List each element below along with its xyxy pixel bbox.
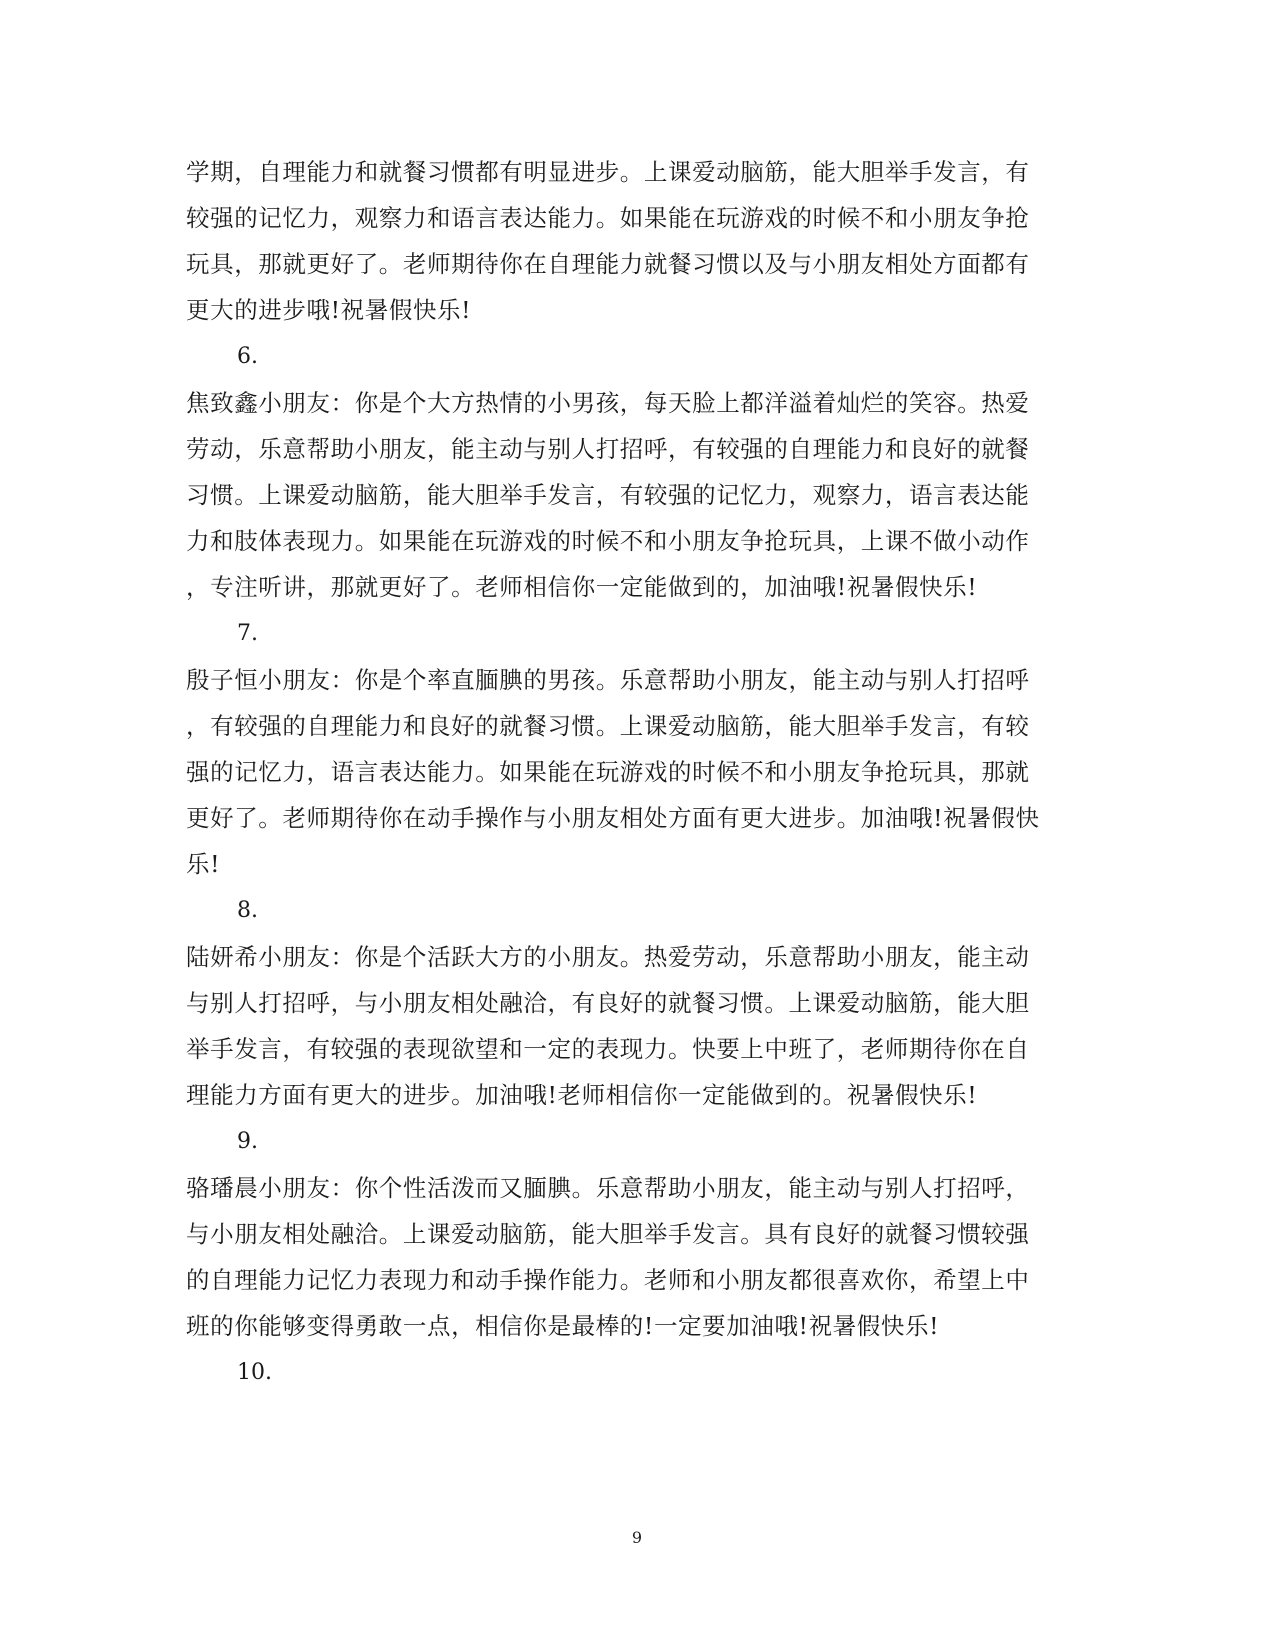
paragraph-line: 更好了。老师期待你在动手操作与小朋友相处方面有更大进步。加油哦!祝暑假快 <box>186 804 1040 832</box>
paragraph-line: 劳动，乐意帮助小朋友，能主动与别人打招呼，有较强的自理能力和良好的就餐 <box>186 435 1030 463</box>
paragraph-line: 焦致鑫小朋友：你是个大方热情的小男孩，每天脸上都洋溢着灿烂的笑容。热爱 <box>186 389 1030 417</box>
paragraph-line: 玩具，那就更好了。老师期待你在自理能力就餐习惯以及与小朋友相处方面都有 <box>186 250 1030 278</box>
paragraph-line: ，有较强的自理能力和良好的就餐习惯。上课爱动脑筋，能大胆举手发言，有较 <box>186 712 1030 740</box>
item-number: 9. <box>237 1129 258 1154</box>
paragraph-line: 与小朋友相处融洽。上课爱动脑筋，能大胆举手发言。具有良好的就餐习惯较强 <box>186 1220 1030 1248</box>
paragraph-line: ，专注听讲，那就更好了。老师相信你一定能做到的，加油哦!祝暑假快乐! <box>186 573 978 601</box>
paragraph-line: 班的你能够变得勇敢一点，相信你是最棒的!一定要加油哦!祝暑假快乐! <box>186 1312 940 1340</box>
paragraph-line: 强的记忆力，语言表达能力。如果能在玩游戏的时候不和小朋友争抢玩具，那就 <box>186 758 1030 786</box>
item-number: 8. <box>237 898 258 923</box>
paragraph-line: 更大的进步哦!祝暑假快乐! <box>186 296 472 324</box>
paragraph-line: 陆妍希小朋友：你是个活跃大方的小朋友。热爱劳动，乐意帮助小朋友，能主动 <box>186 943 1030 971</box>
page-number: 9 <box>631 1528 643 1547</box>
paragraph-line: 较强的记忆力，观察力和语言表达能力。如果能在玩游戏的时候不和小朋友争抢 <box>186 204 1030 232</box>
paragraph-line: 学期，自理能力和就餐习惯都有明显进步。上课爱动脑筋，能大胆举手发言，有 <box>186 158 1030 186</box>
paragraph-line: 与别人打招呼，与小朋友相处融洽，有良好的就餐习惯。上课爱动脑筋，能大胆 <box>186 989 1030 1017</box>
paragraph-line: 乐! <box>186 850 221 878</box>
paragraph-line: 举手发言，有较强的表现欲望和一定的表现力。快要上中班了，老师期待你在自 <box>186 1035 1030 1063</box>
item-number: 10. <box>237 1360 272 1385</box>
item-number: 7. <box>237 621 258 646</box>
paragraph-line: 理能力方面有更大的进步。加油哦!老师相信你一定能做到的。祝暑假快乐! <box>186 1081 978 1109</box>
paragraph-line: 习惯。上课爱动脑筋，能大胆举手发言，有较强的记忆力，观察力，语言表达能 <box>186 481 1030 509</box>
paragraph-line: 力和肢体表现力。如果能在玩游戏的时候不和小朋友争抢玩具，上课不做小动作 <box>186 527 1030 555</box>
paragraph-line: 的自理能力记忆力表现力和动手操作能力。老师和小朋友都很喜欢你，希望上中 <box>186 1266 1030 1294</box>
paragraph-line: 骆璠晨小朋友：你个性活泼而又腼腆。乐意帮助小朋友，能主动与别人打招呼， <box>186 1174 1030 1202</box>
item-number: 6. <box>237 344 258 369</box>
paragraph-line: 殷子恒小朋友：你是个率直腼腆的男孩。乐意帮助小朋友，能主动与别人打招呼 <box>186 666 1030 694</box>
